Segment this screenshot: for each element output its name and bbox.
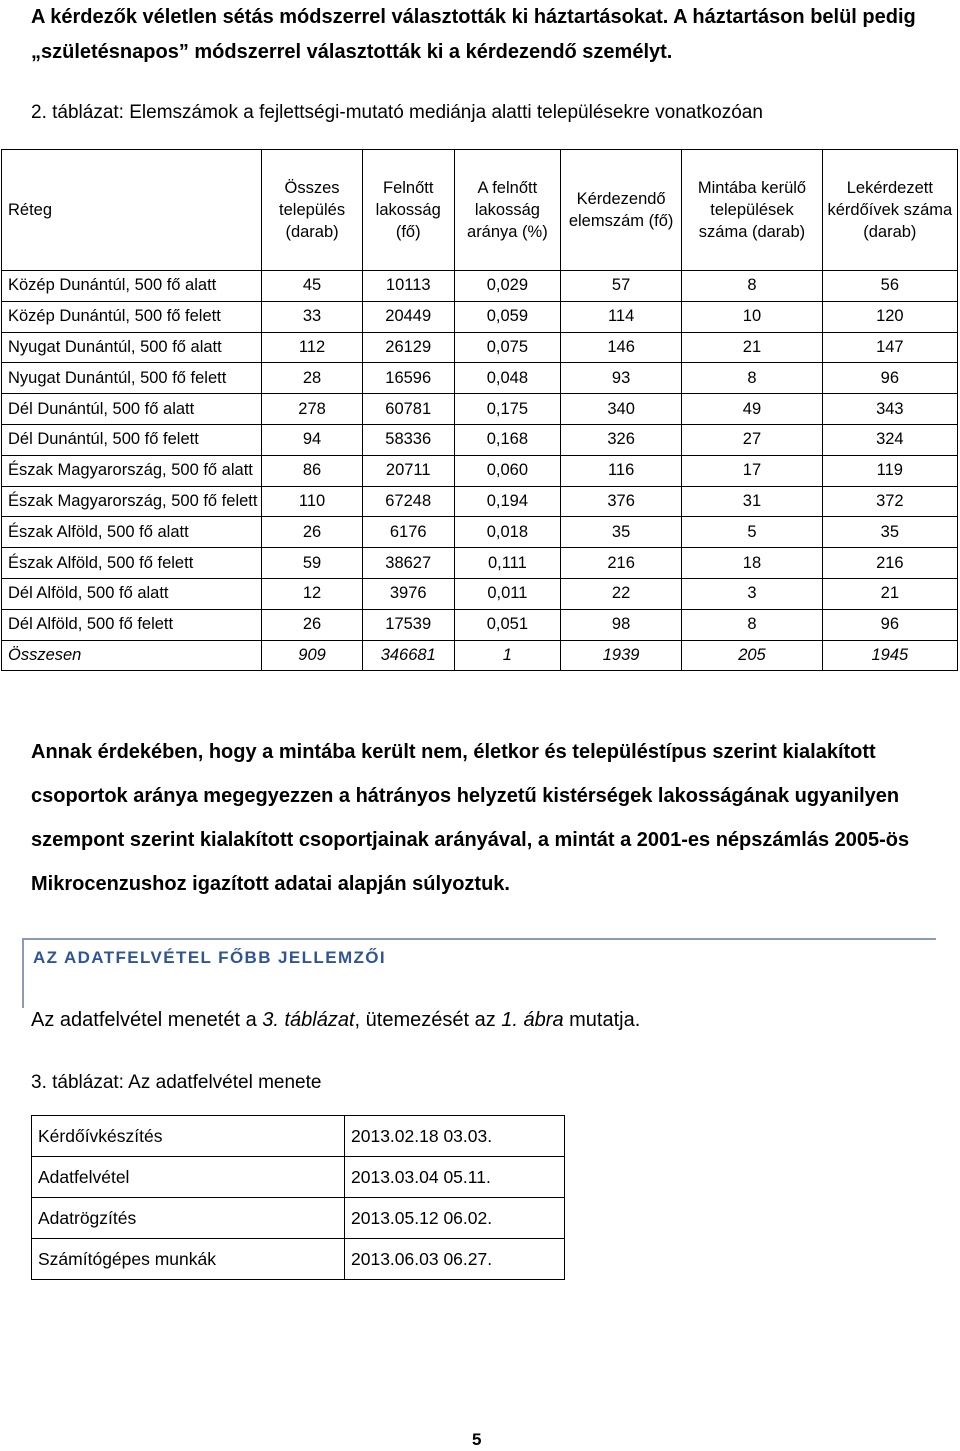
table-cell: 17539 (362, 609, 454, 640)
table-cell: 6176 (362, 517, 454, 548)
header-completed-questionnaires: Lekérdezett kérdőívek száma (darab) (822, 150, 957, 271)
table-cell: 0,018 (454, 517, 560, 548)
table-cell: 340 (560, 394, 681, 425)
phase-dates: 2013.03.04 05.11. (345, 1157, 565, 1198)
table-row (2, 394, 958, 425)
table-cell: 0,059 (454, 301, 560, 332)
table-cell: 3 (682, 578, 822, 609)
phase-label: Számítógépes munkák (32, 1239, 345, 1280)
intro2-part1: Az adatfelvétel menetét a (31, 1009, 263, 1031)
table-cell: 33 (262, 301, 362, 332)
table-cell: 8 (682, 609, 822, 640)
table-row (2, 363, 958, 394)
phase-dates: 2013.02.18 03.03. (345, 1116, 565, 1157)
header-settlements: Összes település (darab) (262, 150, 362, 271)
table-cell: 28 (262, 363, 362, 394)
table-cell: 56 (822, 271, 957, 302)
table-cell: 112 (262, 332, 362, 363)
table-cell: 67248 (362, 486, 454, 517)
table-cell: 120 (822, 301, 957, 332)
schedule-table (31, 1115, 565, 1280)
table-cell: 96 (822, 609, 957, 640)
table-cell: 0,060 (454, 455, 560, 486)
table-cell: 216 (822, 548, 957, 579)
table-cell: 0,075 (454, 332, 560, 363)
row-stratum-label: Közép Dunántúl, 500 fő felett (2, 301, 262, 332)
table-cell: 0,011 (454, 578, 560, 609)
table-cell: 57 (560, 271, 681, 302)
section-title: AZ ADATFELVÉTEL FŐBB JELLEMZŐI (33, 948, 387, 967)
row-stratum-label: Észak Magyarország, 500 fő felett (2, 486, 262, 517)
table-cell: 216 (560, 548, 681, 579)
row-stratum-label: Észak Alföld, 500 fő alatt (2, 517, 262, 548)
table-cell: 0,111 (454, 548, 560, 579)
table-cell: 35 (822, 517, 957, 548)
table-cell: 8 (682, 363, 822, 394)
row-stratum-label: Összesen (2, 640, 262, 671)
table-cell: 0,048 (454, 363, 560, 394)
table-cell: 116 (560, 455, 681, 486)
table-row (2, 332, 958, 363)
table2-caption: 2. táblázat: Elemszámok a fejlettségi-mutató mediánja alatti településekre vonatkozóan (31, 102, 763, 123)
table-cell: 376 (560, 486, 681, 517)
phase-dates: 2013.05.12 06.02. (345, 1198, 565, 1239)
table-row (2, 609, 958, 640)
table-cell: 1945 (822, 640, 957, 671)
row-stratum-label: Dél Dunántúl, 500 fő alatt (2, 394, 262, 425)
table-cell: 98 (560, 609, 681, 640)
table-cell: 346681 (362, 640, 454, 671)
table-cell: 26 (262, 609, 362, 640)
table-cell: 12 (262, 578, 362, 609)
row-stratum-label: Észak Alföld, 500 fő felett (2, 548, 262, 579)
row-stratum-label: Közép Dunántúl, 500 fő alatt (2, 271, 262, 302)
table3-reference: 3. táblázat (262, 1009, 355, 1031)
table-cell: 10 (682, 301, 822, 332)
table-cell: 35 (560, 517, 681, 548)
table-cell: 119 (822, 455, 957, 486)
table-cell: 278 (262, 394, 362, 425)
table-cell: 21 (822, 578, 957, 609)
header-target-sample: Kérdezendő elemszám (fő) (560, 150, 681, 271)
table-cell: 110 (262, 486, 362, 517)
table-row (2, 548, 958, 579)
table-row (2, 578, 958, 609)
table-cell: 38627 (362, 548, 454, 579)
table-cell: 909 (262, 640, 362, 671)
header-adult-population: Felnőtt lakosság (fő) (362, 150, 454, 271)
table-cell: 59 (262, 548, 362, 579)
row-stratum-label: Nyugat Dunántúl, 500 fő felett (2, 363, 262, 394)
table-cell: 205 (682, 640, 822, 671)
table-cell: 147 (822, 332, 957, 363)
table-cell: 31 (682, 486, 822, 517)
row-stratum-label: Észak Magyarország, 500 fő alatt (2, 455, 262, 486)
section-heading-box (22, 938, 936, 1008)
table-header-row (2, 150, 958, 271)
table-cell: 27 (682, 424, 822, 455)
table-cell: 8 (682, 271, 822, 302)
table-cell: 1 (454, 640, 560, 671)
table-cell: 1939 (560, 640, 681, 671)
table-cell: 20449 (362, 301, 454, 332)
intro2-part2: , ütemezését az (354, 1009, 502, 1031)
table-cell: 146 (560, 332, 681, 363)
row-stratum-label: Dél Alföld, 500 fő felett (2, 609, 262, 640)
table-row (2, 455, 958, 486)
schedule-row (32, 1157, 565, 1198)
table-cell: 324 (822, 424, 957, 455)
table-cell: 60781 (362, 394, 454, 425)
table-cell: 0,175 (454, 394, 560, 425)
table-cell: 5 (682, 517, 822, 548)
row-stratum-label: Dél Dunántúl, 500 fő felett (2, 424, 262, 455)
row-stratum-label: Nyugat Dunántúl, 500 fő alatt (2, 332, 262, 363)
header-sampled-settlements: Mintába kerülő települések száma (darab) (682, 150, 822, 271)
table-cell: 58336 (362, 424, 454, 455)
figure1-reference: 1. ábra (501, 1009, 564, 1031)
table-row (2, 640, 958, 671)
header-population-share: A felnőtt lakosság aránya (%) (454, 150, 560, 271)
table-cell: 17 (682, 455, 822, 486)
table-cell: 0,168 (454, 424, 560, 455)
table-row (2, 424, 958, 455)
table-cell: 22 (560, 578, 681, 609)
table-cell: 21 (682, 332, 822, 363)
schedule-row (32, 1198, 565, 1239)
table-cell: 114 (560, 301, 681, 332)
table-cell: 94 (262, 424, 362, 455)
page-number: 5 (472, 1430, 482, 1449)
table-cell: 0,194 (454, 486, 560, 517)
table-cell: 326 (560, 424, 681, 455)
table-cell: 20711 (362, 455, 454, 486)
table-row (2, 271, 958, 302)
table-cell: 96 (822, 363, 957, 394)
intro2-part3: mutatja. (563, 1009, 641, 1031)
table-cell: 343 (822, 394, 957, 425)
schedule-row (32, 1239, 565, 1280)
schedule-row (32, 1116, 565, 1157)
phase-dates: 2013.06.03 06.27. (345, 1239, 565, 1280)
table-cell: 0,051 (454, 609, 560, 640)
process-intro-text (31, 1009, 640, 1032)
table-cell: 18 (682, 548, 822, 579)
table-cell: 372 (822, 486, 957, 517)
weighting-paragraph: Annak érdekében, hogy a mintába került nem, életkor és településtípus szerint kialakított csoportok aránya megegyezzen a hátrányos helyzetű kistérségek lakosságának ugyanilyen szempont szerint kialakított csoportjainak arányával, a mintát a 2001-es népszámlás 2005-ös Mikrocenzushoz igazított adatai alapján súlyoztuk. (31, 741, 910, 895)
header-stratum: Réteg (2, 150, 262, 271)
phase-label: Adatfelvétel (32, 1157, 345, 1198)
table-cell: 0,029 (454, 271, 560, 302)
table-row (2, 486, 958, 517)
table-cell: 26 (262, 517, 362, 548)
table-cell: 3976 (362, 578, 454, 609)
phase-label: Kérdőívkészítés (32, 1116, 345, 1157)
table-cell: 86 (262, 455, 362, 486)
table-cell: 45 (262, 271, 362, 302)
table-cell: 26129 (362, 332, 454, 363)
table-cell: 93 (560, 363, 681, 394)
table-cell: 10113 (362, 271, 454, 302)
table-cell: 49 (682, 394, 822, 425)
table-cell: 16596 (362, 363, 454, 394)
intro-paragraph: A kérdezők véletlen sétás módszerrel választották ki háztartásokat. A háztartáson belül pedig „születésnapos” módszerrel választották ki a kérdezendő személyt. (31, 6, 916, 63)
row-stratum-label: Dél Alföld, 500 fő alatt (2, 578, 262, 609)
sample-size-table (1, 149, 958, 671)
table-row (2, 301, 958, 332)
phase-label: Adatrögzítés (32, 1198, 345, 1239)
table3-caption: 3. táblázat: Az adatfelvétel menete (31, 1072, 322, 1093)
table-row (2, 517, 958, 548)
